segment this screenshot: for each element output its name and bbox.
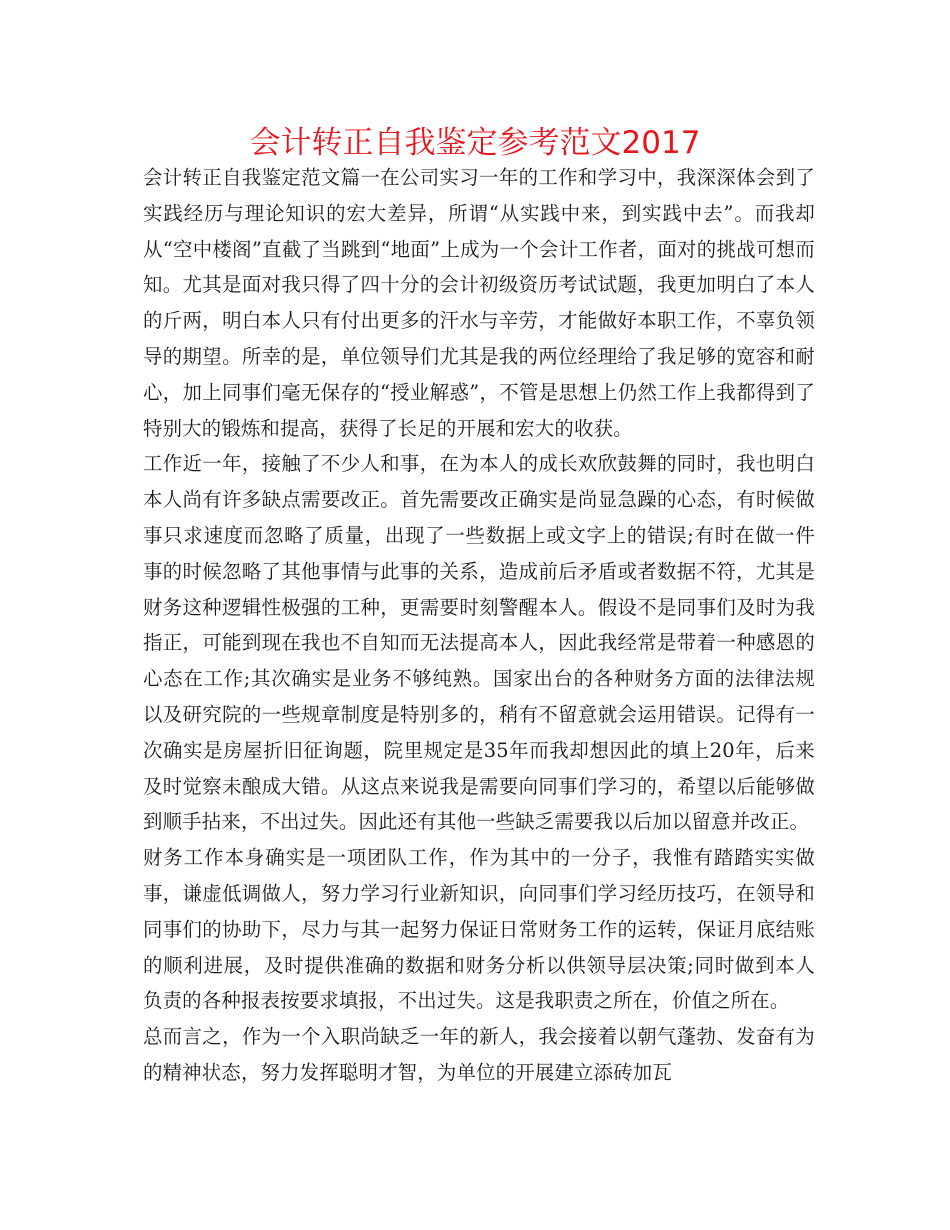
paragraph-4: 总而言之，作为一个入职尚缺乏一年的新人，我会接着以朝气蓬勃、发奋有为的精神状态，努力发挥聪明才智，为单位的开展建立添砖加瓦 [143, 1025, 815, 1084]
paragraph-2: 工作近一年，接触了不少人和事，在为本人的成长欢欣鼓舞的同时，我也明白本人尚有许多缺点需要改正。首先需要改正确实是尚显急躁的心态，有时候做事只求速度而忽略了质量，出现了一些数据上或文字上的错误;有时在做一件事的时候忽略了其他事情与此事的关系，造成前后矛盾或者数据不符，尤其是财务这种逻辑性极强的工种，更需要时刻警醒本人。假设不是同事们及时为我指正，可能到现在我也不自知而无法提高本人，因此我经常是带着一种感恩的心态在工作;其次确实是业务不够纯熟。国家出台的各种财务方面的法律法规以及研究院的一些规章制度是特别多的，稍有不留意就会运用错误。记得有一次确实是房屋折旧征询题，院里规定是35年而我却想因此的填上20年，后来及时觉察未酿成大错。从这点来说我是需要向同事们学习的，希望以后能够做到顺手拈来，不出过失。因此还有其他一些缺乏需要我以后加以留意并改正。 [143, 452, 815, 834]
paragraph-1: 会计转正自我鉴定范文篇一在公司实习一年的工作和学习中，我深深体会到了实践经历与理论知识的宏大差异，所谓“从实践中来，到实践中去”。而我却从“空中楼阁”直截了当跳到“地面”上成为一个会计工作者，面对的挑战可想而知。尤其是面对我只得了四十分的会计初级资历考试试题，我更加明白了本人的斤两，明白本人只有付出更多的汗水与辛劳，才能做好本职工作，不辜负领导的期望。所幸的是，单位领导们尤其是我的两位经理给了我足够的宽容和耐心，加上同事们毫无保存的“授业解惑”，不管是思想上仍然工作上我都得到了特别大的锻炼和提高，获得了长足的开展和宏大的收获。 [143, 166, 815, 440]
document-body [143, 160, 815, 1091]
document-title: 会计转正自我鉴定参考范文2017 [249, 125, 701, 161]
paragraph-3: 财务工作本身确实是一项团队工作，作为其中的一分子，我惟有踏踏实实做事，谦虚低调做人，努力学习行业新知识，向同事们学习经历技巧，在领导和同事们的协助下，尽力与其一起努力保证日常财务工作的运转，保证月底结账的顺利进展，及时提供准确的数据和财务分析以供领导层决策;同时做到本人负责的各种报表按要求填报，不出过失。这是我职责之所在，价值之所在。 [143, 846, 815, 1013]
